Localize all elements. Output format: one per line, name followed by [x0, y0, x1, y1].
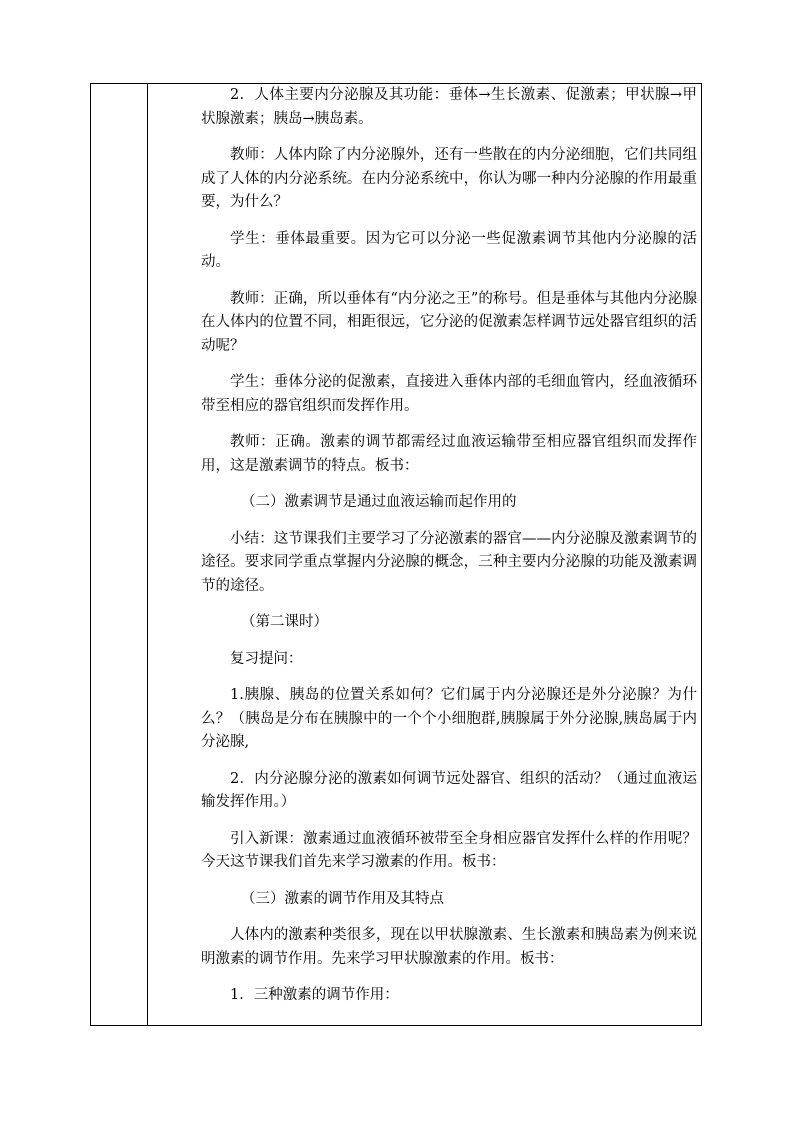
review-question-1: 1.胰腺、胰岛的位置关系如何？它们属于内分泌腺还是外分泌腺？为什么？（胰岛是分布在胰腺中的一个个小细胞群,胰腺属于外分泌腺,胰岛属于内分泌腺,: [201, 687, 697, 750]
paragraph-teacher-pituitary-king: 教师：正确，所以垂体有“内分泌之王”的称号。但是垂体与其他内分泌腺在人体内的位置不同，相距很远，它分泌的促激素怎样调节远处器官组织的活动呢？: [201, 290, 697, 354]
board-heading-3: （三）激素的调节作用及其特点: [241, 890, 444, 907]
paragraph-hormone-types: 人体内的激素种类很多，现在以甲状腺激素、生长激素和胰岛素为例来说明激素的调节作用。先来学习甲状腺激素的作用。板书：: [201, 927, 697, 967]
paragraph-teacher-endocrine-system: 教师：人体内除了内分泌腺外，还有一些散在的内分泌细胞，它们共同组成了人体的内分泌系统。在内分泌系统中，你认为哪一种内分泌腺的作用最重要，为什么？: [201, 147, 697, 210]
paragraph-new-lesson-intro: 引入新课：激素通过血液循环被带至全身相应器官发挥什么样的作用呢？今天这节课我们首先来学习激素的作用。板书：: [201, 830, 697, 870]
lesson-content-cell: [201, 84, 697, 1008]
review-questions-label: 复习提问：: [230, 650, 303, 667]
subheading-three-hormones: 1．三种激素的调节作用：: [230, 987, 399, 1003]
paragraph-teacher-blood-transport: 教师：正确。激素的调节都需经过血液运输带至相应器官组织而发挥作用，这是激素调节的特点。板书：: [201, 434, 697, 474]
paragraph-summary: 小结：这节课我们主要学习了分泌激素的器官——内分泌腺及激素调节的途径。要求同学重点掌握内分泌腺的概念，三种主要内分泌腺的功能及激素调节的途径。: [201, 530, 697, 594]
paragraph-student-pituitary: 学生：垂体最重要。因为它可以分泌一些促激素调节其他内分泌腺的活动。: [201, 230, 697, 270]
paragraph-student-capillaries: 学生：垂体分泌的促激素，直接进入垂体内部的毛细血管内，经血液循环带至相应的器官组织而发挥作用。: [201, 374, 697, 414]
lesson-period-label: （第二课时）: [241, 614, 328, 630]
review-question-2: 2．内分泌腺分泌的激素如何调节远处器官、组织的活动？（通过血液运输发挥作用。）: [201, 770, 697, 810]
table-column-divider: [147, 83, 148, 1026]
paragraph-endocrine-glands-functions: 2．人体主要内分泌腺及其功能：垂体→生长激素、促激素；甲状腺→甲状腺激素；胰岛→胰岛素。: [201, 87, 697, 127]
board-heading-2: （二）激素调节是通过血液运输而起作用的: [241, 494, 517, 510]
